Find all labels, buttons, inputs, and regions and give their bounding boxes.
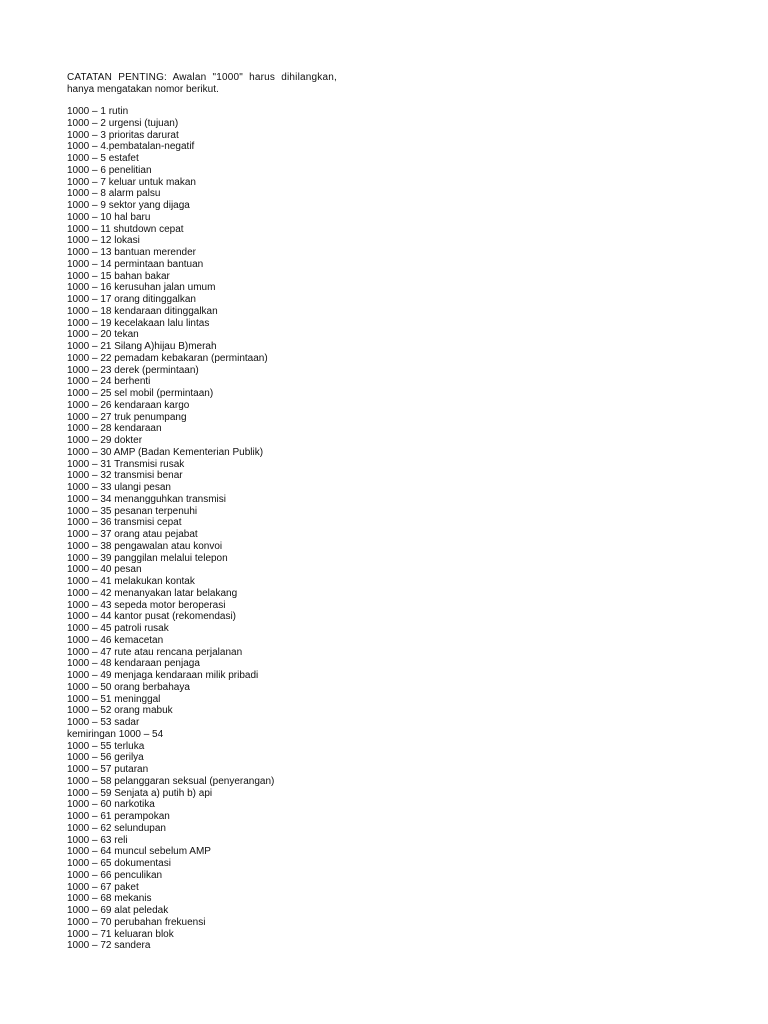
code-list-item: 1000 – 35 pesanan terpenuhi: [67, 505, 198, 517]
code-list-item: 1000 – 46 kemacetan: [67, 634, 164, 646]
code-list-item: 1000 – 47 rute atau rencana perjalanan: [67, 646, 243, 658]
code-list-item: 1000 – 41 melakukan kontak: [67, 576, 195, 587]
code-list-item: 1000 – 44 kantor pusat (rekomendasi): [67, 611, 236, 623]
code-list-item: 1000 – 31 Transmisi rusak: [67, 458, 185, 470]
code-list-item: 1000 – 9 sektor yang dijaga: [67, 200, 190, 211]
code-list-item: 1000 – 24 berhenti: [67, 376, 151, 388]
code-list-item: 1000 – 55 terluka: [67, 740, 145, 752]
code-list-item: 1000 – 70 perubahan frekuensi: [67, 916, 206, 928]
code-list-item: 1000 – 36 transmisi cepat: [67, 517, 182, 529]
code-list-item: 1000 – 48 kendaraan penjaga: [67, 658, 200, 670]
code-list-item: 1000 – 49 menjaga kendaraan milik pribadi: [67, 670, 259, 681]
code-list-item: 1000 – 37 orang atau pejabat: [67, 529, 198, 540]
code-list-item: 1000 – 63 reli: [67, 834, 128, 846]
code-list-item: 1000 – 72 sandera: [67, 940, 151, 952]
code-list-item: 1000 – 39 panggilan melalui telepon: [67, 552, 228, 564]
code-list-item: 1000 – 23 derek (permintaan): [67, 364, 199, 376]
code-list-item: 1000 – 10 hal baru: [67, 211, 151, 223]
code-list-item: kemiringan 1000 – 54: [67, 728, 164, 740]
code-list-item: 1000 – 12 lokasi: [67, 235, 140, 247]
note-line-2: hanya mengatakan nomor berikut.: [67, 84, 219, 95]
code-list-item: 1000 – 65 dokumentasi: [67, 858, 171, 869]
code-list-item: 1000 – 28 kendaraan: [67, 423, 162, 435]
code-list-item: 1000 – 38 pengawalan atau konvoi: [67, 540, 223, 552]
code-list-item: 1000 – 25 sel mobil (permintaan): [67, 388, 214, 399]
code-list-item: 1000 – 43 sepeda motor beroperasi: [67, 599, 226, 611]
code-list-item: 1000 – 52 orang mabuk: [67, 705, 173, 717]
code-list-item: 1000 – 71 keluaran blok: [67, 928, 174, 940]
code-list-item: 1000 – 19 kecelakaan lalu lintas: [67, 317, 210, 329]
code-list-item: 1000 – 45 patroli rusak: [67, 623, 169, 634]
code-list-item: 1000 – 21 Silang A)hijau B)merah: [67, 341, 217, 352]
code-list-item: 1000 – 68 mekanis: [67, 893, 152, 905]
code-list-item: 1000 – 4.pembatalan-negatif: [67, 141, 195, 153]
code-list-item: 1000 – 29 dokter: [67, 435, 143, 446]
code-list-item: 1000 – 16 kerusuhan jalan umum: [67, 282, 216, 294]
code-list-item: 1000 – 56 gerilya: [67, 752, 144, 764]
note-line-1: CATATAN PENTING: Awalan "1000" harus dihilangkan,: [67, 72, 337, 83]
code-list: [67, 106, 274, 952]
code-list-item: 1000 – 40 pesan: [67, 564, 142, 576]
code-list-item: 1000 – 17 orang ditinggalkan: [67, 294, 196, 305]
code-list-item: 1000 – 50 orang berbahaya: [67, 681, 190, 693]
code-list-item: 1000 – 6 penelitian: [67, 164, 152, 176]
code-list-item: 1000 – 53 sadar: [67, 717, 140, 728]
code-list-item: 1000 – 51 meninggal: [67, 693, 161, 705]
code-list-item: 1000 – 20 tekan: [67, 329, 139, 341]
code-list-item: 1000 – 3 prioritas darurat: [67, 129, 179, 141]
code-list-item: 1000 – 61 perampokan: [67, 811, 170, 822]
code-list-item: 1000 – 30 AMP (Badan Kementerian Publik): [67, 446, 264, 458]
code-list-item: 1000 – 8 alarm palsu: [67, 188, 161, 200]
code-list-item: 1000 – 1 rutin: [67, 106, 129, 117]
code-list-item: 1000 – 57 putaran: [67, 764, 149, 775]
code-list-item: 1000 – 62 selundupan: [67, 822, 166, 834]
code-list-item: 1000 – 69 alat peledak: [67, 905, 169, 916]
code-list-item: 1000 – 7 keluar untuk makan: [67, 176, 196, 188]
code-list-item: 1000 – 18 kendaraan ditinggalkan: [67, 305, 218, 317]
code-list-item: 1000 – 67 paket: [67, 881, 139, 893]
code-list-item: 1000 – 42 menanyakan latar belakang: [67, 587, 238, 599]
code-list-item: 1000 – 26 kendaraan kargo: [67, 399, 190, 411]
code-list-item: 1000 – 15 bahan bakar: [67, 270, 170, 282]
code-list-item: 1000 – 59 Senjata a) putih b) api: [67, 787, 213, 799]
code-list-item: 1000 – 58 pelanggaran seksual (penyerangan): [67, 775, 275, 787]
code-list-item: 1000 – 13 bantuan merender: [67, 247, 196, 258]
code-list-item: 1000 – 32 transmisi benar: [67, 470, 183, 482]
code-list-item: 1000 – 2 urgensi (tujuan): [67, 117, 179, 129]
code-list-item: 1000 – 11 shutdown cepat: [67, 223, 184, 235]
code-list-item: 1000 – 5 estafet: [67, 153, 139, 164]
code-list-item: 1000 – 27 truk penumpang: [67, 411, 187, 423]
code-list-item: 1000 – 33 ulangi pesan: [67, 482, 171, 493]
important-note: [67, 72, 337, 96]
code-list-item: 1000 – 60 narkotika: [67, 799, 155, 811]
code-list-item: 1000 – 66 penculikan: [67, 869, 163, 881]
code-list-item: 1000 – 14 permintaan bantuan: [67, 258, 204, 270]
code-list-item: 1000 – 22 pemadam kebakaran (permintaan): [67, 352, 268, 364]
code-list-item: 1000 – 64 muncul sebelum AMP: [67, 846, 211, 858]
code-list-item: 1000 – 34 menangguhkan transmisi: [67, 493, 226, 505]
